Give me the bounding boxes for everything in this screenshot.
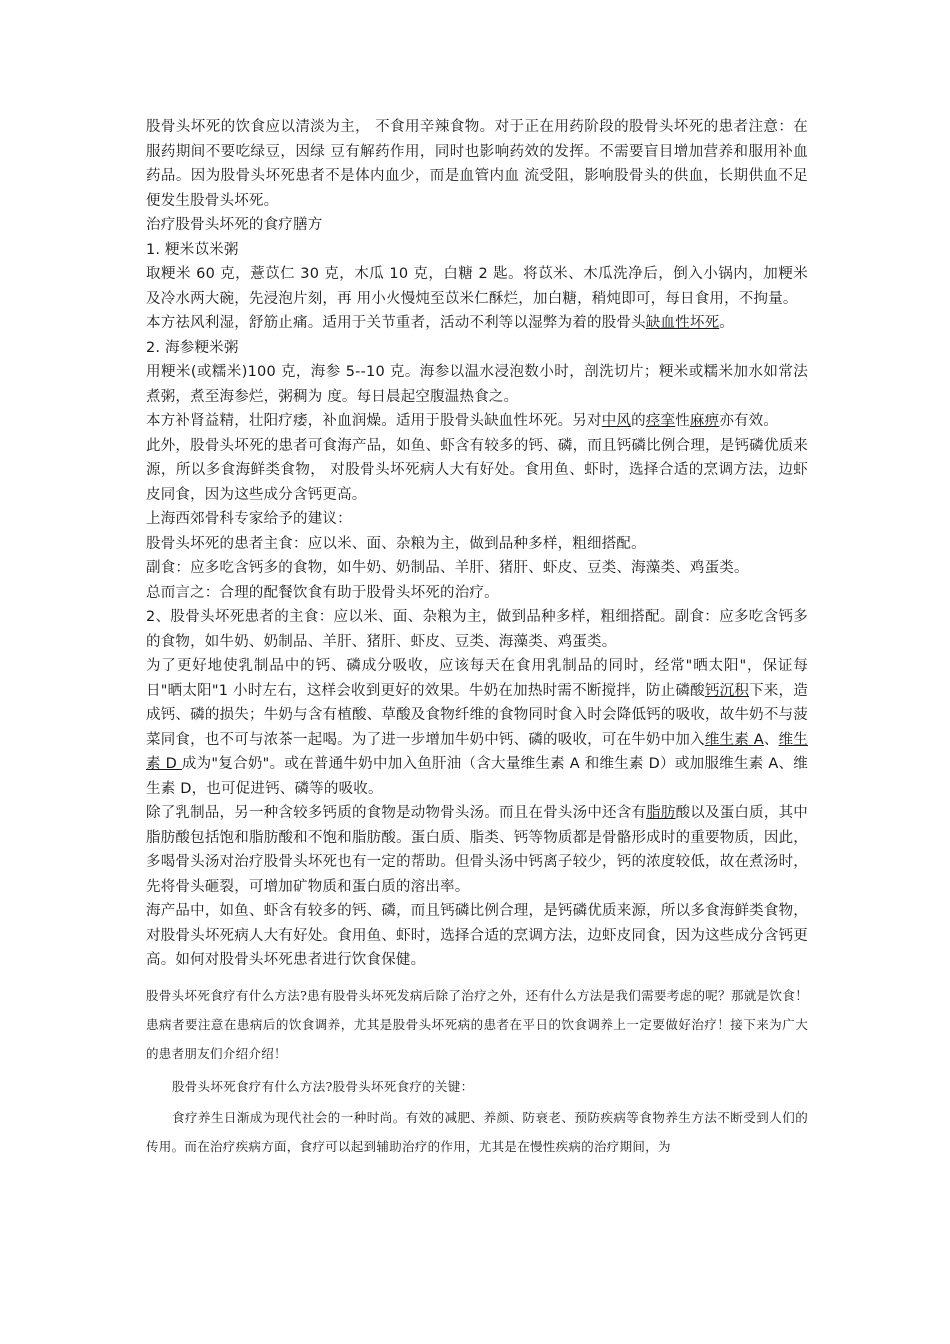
staple-food-paragraph: 2、股骨头坏死患者的主食：应以米、面、杂粮为主，做到品种多样，粗细搭配。副食：应多吃含钙多的食物，如牛奶、奶制品、羊肝、猪肝、虾皮、豆类、海藻类、鸡蛋类。 [146, 609, 808, 650]
recipe-1-body: 取粳米 60 克，薏苡仁 30 克，木瓜 10 克，白糖 2 匙。将苡米、木瓜洗净后，倒入小锅内，加粳米及冷水两大碗，先浸泡片刻，再 用小火慢炖至苡米仁酥烂，加白糖，稍炖即可，每日食用，不拘量。 [146, 266, 808, 307]
link-paralysis[interactable]: 麻痹 [689, 413, 720, 429]
diet-therapy-key: 股骨头坏死食疗有什么方法?股骨头坏死食疗的关键： [172, 1078, 474, 1094]
staple-food-advice: 股骨头坏死的患者主食：应以米、面、杂粮为主，做到品种多样，粗细搭配。 [146, 535, 646, 552]
diet-therapy-intro: 股骨头坏死食疗有什么方法?患有股骨头坏死发病后除了治疗之外，还有什么方法是我们需要考虑的呢？那就是饮食！患病者要注意在患病后的饮食调养，尤其是股骨头坏死病的患者在平日的饮食调养上一定要做好治疗！接下来为广大的患者朋友们介绍介绍！ [146, 987, 808, 1061]
recipe-1-effect [146, 311, 808, 336]
link-vitamin-d[interactable]: 维生素 D [146, 731, 808, 772]
diet-therapy-body: 食疗养生日渐成为现代社会的一种时尚。有效的减肥、养颜、防衰老、预防疾病等食物养生方法不断受到人们的传用。而在治疗疾病方面，食疗可以起到辅助治疗的作用，尤其是在慢性疾病的治疗期间，为 [146, 1109, 808, 1154]
text: 亦有效。 [719, 413, 779, 429]
link-ischemic-necrosis[interactable]: 缺血性坏死 [645, 315, 720, 331]
bone-soup-paragraph [146, 801, 808, 899]
text: 、 [763, 731, 779, 748]
text: 酸以及蛋白质，其中脂肪酸包括饱和脂肪酸和不饱和脂肪酸。蛋白质、脂类、钙等物质都是骨骼形成时的重要物质，因此，多喝骨头汤对治疗股骨头坏死也有一定的帮助。但骨头汤中钙离子较少，钙的浓度较低，故在煮汤时，先将骨头砸裂，可增加矿物质和蛋白质的溶出率。 [146, 805, 808, 895]
link-calcium-deposit[interactable]: 钙沉积 [704, 682, 750, 699]
link-spasm[interactable]: 痉挛 [645, 413, 676, 429]
recipe-2-title: 2. 海参粳米粥 [146, 339, 239, 356]
text: 本方祛风利湿，舒筋止痛。适用于关节重者，活动不利等以湿弊为着的股骨头 [146, 315, 646, 331]
recipe-1-title: 1. 粳米苡米粥 [146, 241, 239, 258]
text: 的 [631, 413, 646, 429]
text: 成为"复合奶"。或在普通牛奶中加入鱼肝油（含大量维生素 A 和维生素 D）或加服维生素 A、维生素 D，也可促进钙、磷等的吸收。 [146, 756, 808, 797]
expert-advice-heading: 上海西郊骨科专家给予的建议： [146, 511, 352, 527]
recipe-2-effect [146, 409, 808, 434]
document-page [146, 115, 808, 1161]
text: 为了更好地使乳制品中的钙、磷成分吸收，应该每天在食用乳制品的同时，经常"晒太阳"，保证每日"晒太阳"1 小时左右，这样会收到更好的效果。牛奶在加热时需不断搅拌，防止磷酸 [146, 658, 808, 699]
link-stroke[interactable]: 中风 [601, 413, 632, 429]
dairy-paragraph [146, 654, 808, 801]
link-fat[interactable]: 脂肪 [646, 805, 676, 821]
text: 下来，造成钙、磷的损失；牛奶与含有植酸、草酸及食物纤维的食物同时食入时会降低钙的吸收，故牛奶不与菠菜同食，也不可与浓茶一起喝。为了进一步增加牛奶中钙、磷的吸收，可在牛奶中加入 [146, 682, 808, 748]
link-vitamin-a[interactable]: 维生素 A [704, 731, 764, 748]
text: 性 [675, 413, 690, 429]
text: 除了乳制品，另一种含较多钙质的食物是动物骨头汤。而且在骨头汤中还含有 [146, 805, 647, 821]
summary-line: 总而言之：合理的配餐饮食有助于股骨头坏死的治疗。 [146, 584, 499, 601]
text: 。 [719, 315, 734, 331]
text: 本方补肾益精，壮阳疗痿，补血润燥。适用于股骨头缺血性坏死。另对 [146, 413, 602, 429]
section-heading: 治疗股骨头坏死的食疗膳方 [146, 217, 323, 233]
intro-paragraph: 股骨头坏死的饮食应以清淡为主， 不食用辛辣食物。对于正在用药阶段的股骨头坏死的患者注意：在服药期间不要吃绿豆，因绿 豆有解药作用，同时也影响药效的发挥。不需要盲目增加营养和服用补血药品。因为股骨头坏死患者不是体内血少，而是血管内血 流受阻，影响股骨头的供血，长期供血不足便发生股骨头坏死。 [146, 119, 808, 209]
recipe-2-body: 用粳米(或糯米)100 克，海参 5--10 克。海参以温水浸泡数小时，剖洗切片；粳米或糯米加水如常法煮粥，煮至海参烂，粥稠为 度。每日晨起空腹温热食之。 [146, 364, 808, 405]
seafood-paragraph: 此外，股骨头坏死的患者可食海产品，如鱼、虾含有较多的钙、磷，而且钙磷比例合理，是钙磷优质来源，所以多食海鲜类食物， 对股骨头坏死病人大有好处。食用鱼、虾时，选择合适的烹调方法，边虾皮同食，因为这些成分含钙更高。 [146, 437, 808, 503]
side-food-advice: 副食：应多吃含钙多的食物，如牛奶、奶制品、羊肝、猪肝、虾皮、豆类、海藻类、鸡蛋类。 [146, 560, 749, 576]
seafood-paragraph-2: 海产品中，如鱼、虾含有较多的钙、磷，而且钙磷比例合理，是钙磷优质来源，所以多食海鲜类食物，对股骨头坏死病人大有好处。食用鱼、虾时，选择合适的烹调方法，边虾皮同食，因为这些成分含钙更高。如何对股骨头坏死患者进行饮食保健。 [146, 903, 808, 968]
